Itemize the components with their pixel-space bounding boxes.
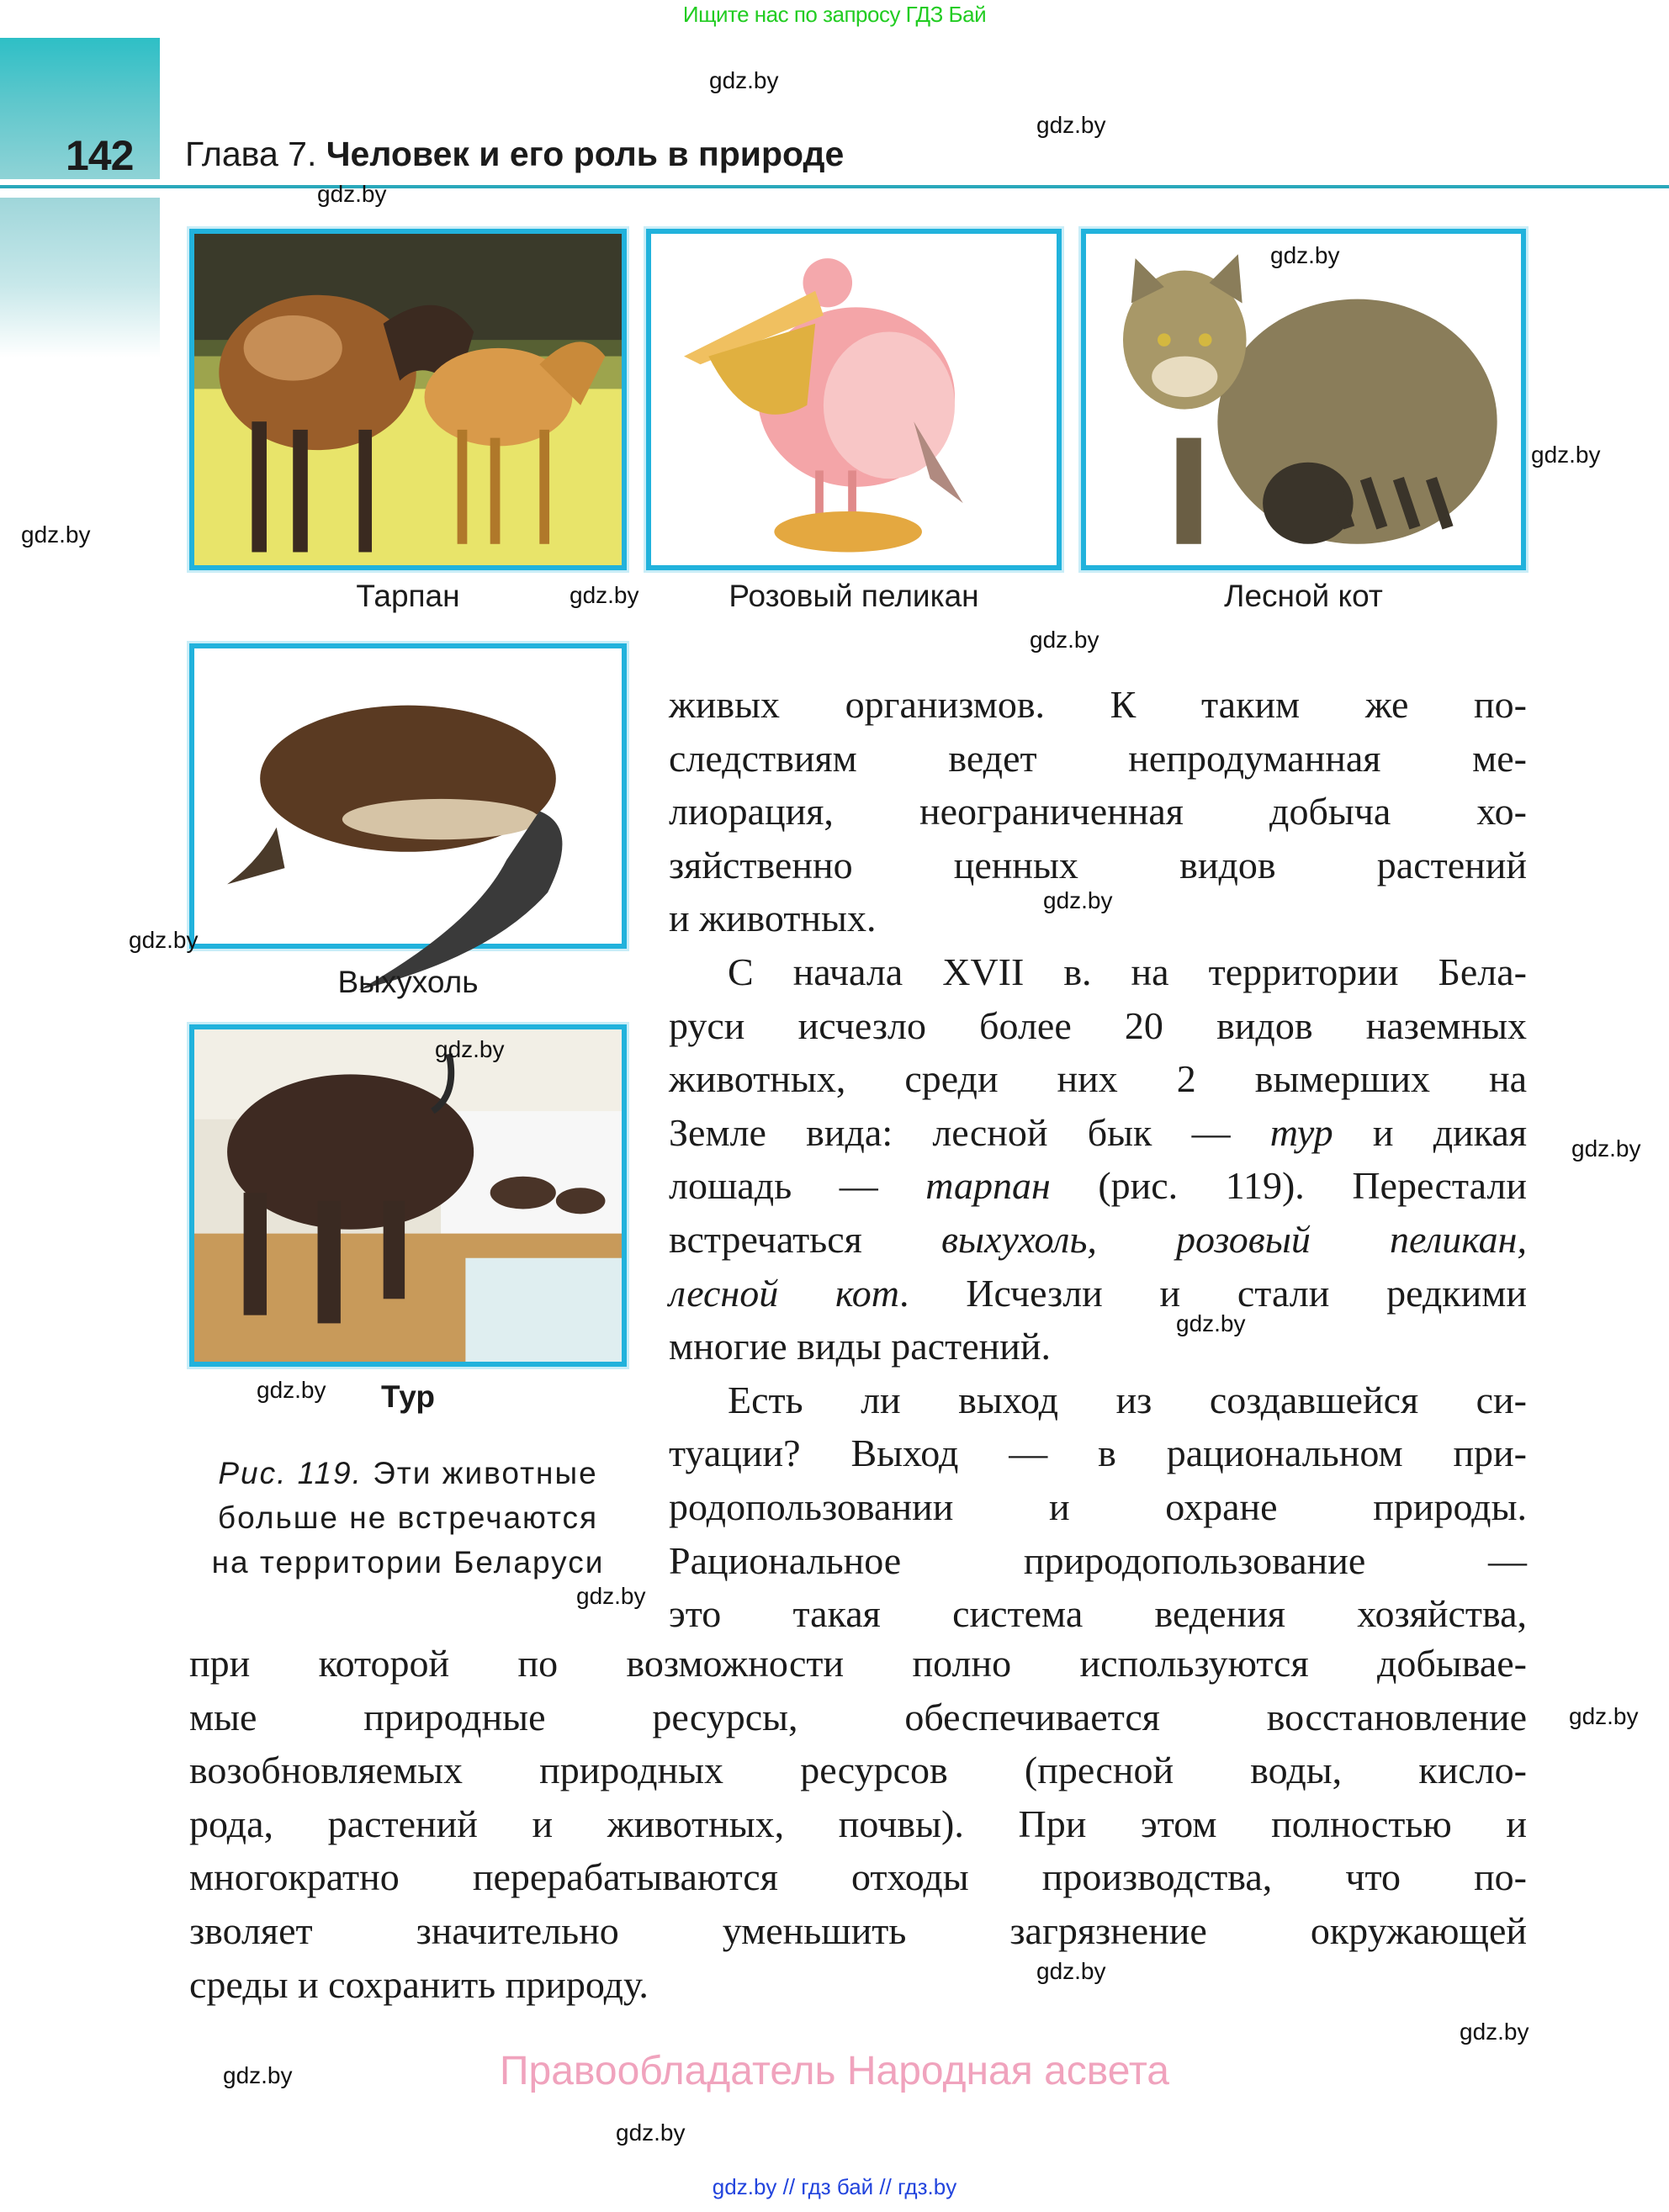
- pelican-caption: Розовый пеликан: [729, 579, 979, 613]
- watermark: gdz.by: [1531, 442, 1601, 468]
- search-banner: Ищите нас по запросу ГДЗ Бай: [682, 2, 987, 27]
- figure-label: Рис. 119.: [218, 1456, 363, 1490]
- term-wildcat: лесной кот: [669, 1271, 899, 1315]
- watermark: gdz.by: [616, 2119, 686, 2146]
- wildcat-caption: Лесной кот: [1224, 579, 1383, 613]
- desman-image: [194, 648, 622, 944]
- pelican-figure: [646, 229, 1062, 570]
- text-line: следствиям ведет непродуманная ме-: [669, 736, 1527, 780]
- page-number: 142: [66, 132, 134, 179]
- watermark: gdz.by: [1569, 1703, 1639, 1729]
- text-line: С начала XVII в. на территории Бела-: [728, 950, 1527, 993]
- text-line: Есть ли выход из создавшейся си-: [728, 1378, 1527, 1421]
- text-line: при которой по возможности полно используются добывае-: [189, 1642, 1527, 1685]
- text-line: возобновляемых природных ресурсов (пресной воды, кисло-: [189, 1749, 1527, 1792]
- watermark: gdz.by: [21, 521, 91, 548]
- text-line: зяйственно ценных видов растений: [669, 843, 1527, 886]
- horse-image: [194, 234, 622, 565]
- footer-links[interactable]: gdz.by // гдз бай // гдз.by: [712, 2174, 957, 2199]
- figure-caption-line-2: больше не встречаются: [217, 1500, 599, 1535]
- term-tur: тур: [1269, 1110, 1333, 1154]
- text-line: Земле вида: лесной бык — тур и дикая: [669, 1110, 1527, 1154]
- text-line: зволяет значительно уменьшить загрязнение окружающей: [189, 1908, 1527, 1952]
- body-text-column: [669, 678, 1527, 1641]
- text-line: Рациональное природопользование —: [669, 1538, 1527, 1582]
- text-line: лиорация, неограниченная добыча хо-: [669, 790, 1527, 833]
- text-line: рода, растений и животных, почвы). При этом полностью и: [189, 1802, 1527, 1845]
- desman-figure: [189, 643, 627, 949]
- text-line: среды и сохранить природу.: [189, 1962, 649, 2006]
- text-line: многократно перерабатываются отходы производства, что по-: [189, 1855, 1527, 1899]
- figure-caption-line-3: на территории Беларуси: [211, 1545, 605, 1580]
- watermark: gdz.by: [1571, 1135, 1641, 1162]
- text-line: туации? Выход — в рациональном при-: [669, 1431, 1527, 1475]
- text-line: живых организмов. К таким же по-: [669, 683, 1527, 726]
- watermark: gdz.by: [129, 927, 199, 953]
- text-line: встречаться выхухоль, розовый пеликан,: [669, 1217, 1527, 1261]
- text-line: родопользовании и охране природы.: [669, 1484, 1527, 1528]
- watermark: gdz.by: [1043, 887, 1113, 913]
- chapter-title: [185, 135, 844, 174]
- watermark: gdz.by: [570, 582, 639, 608]
- text-line: руси исчезло более 20 видов наземных: [669, 1003, 1527, 1047]
- aurochs-image: [194, 1029, 622, 1362]
- tarpan-figure: [189, 229, 627, 570]
- body-text-full: [189, 1637, 1527, 2011]
- copyright-notice: Правообладатель Народная асвета: [500, 2049, 1169, 2093]
- text-line: животных, среди них 2 вымерших на: [669, 1057, 1527, 1101]
- chapter-prefix: Глава 7.: [185, 135, 317, 173]
- desman-caption: Выхухоль: [337, 965, 479, 999]
- wildcat-image: [1086, 234, 1521, 565]
- figure-caption: [189, 1451, 627, 1585]
- term-desman-pelican: выхухоль, розовый пеликан,: [940, 1217, 1527, 1261]
- chapter-name: Человек и его роль в природе: [326, 135, 845, 173]
- watermark: gdz.by: [317, 181, 387, 207]
- pelican-image: [651, 234, 1057, 565]
- text-line: и животных.: [669, 897, 877, 940]
- term-tarpan: тарпан: [925, 1164, 1051, 1208]
- text-line: мые природные ресурсы, обеспечивается восстановление: [189, 1695, 1527, 1738]
- tarpan-caption: Тарпан: [356, 579, 460, 613]
- figure-caption-line-1: Рис. 119. Эти животные: [218, 1456, 598, 1490]
- watermark: gdz.by: [435, 1036, 505, 1062]
- text-line: многие виды растений.: [669, 1325, 1051, 1368]
- watermark: gdz.by: [709, 67, 779, 93]
- aurochs-figure: [189, 1024, 627, 1367]
- watermark: gdz.by: [1460, 2019, 1529, 2045]
- text-line: лесной кот. Исчезли и стали редкими: [669, 1271, 1527, 1315]
- header-divider: [0, 185, 1669, 188]
- watermark: gdz.by: [1030, 627, 1099, 653]
- side-gradient-tab: [0, 198, 160, 357]
- text-line: это такая система ведения хозяйства,: [669, 1592, 1527, 1636]
- watermark: gdz.by: [1036, 112, 1106, 138]
- watermark: gdz.by: [1176, 1310, 1246, 1336]
- aurochs-caption: Тур: [381, 1379, 435, 1414]
- watermark: gdz.by: [257, 1377, 326, 1403]
- text-line: лошадь — тарпан (рис. 119). Перестали: [669, 1164, 1527, 1208]
- watermark: gdz.by: [223, 2062, 293, 2088]
- wildcat-figure: [1081, 229, 1526, 570]
- watermark: gdz.by: [1036, 1958, 1106, 1984]
- watermark: gdz.by: [1270, 242, 1340, 268]
- watermark: gdz.by: [576, 1583, 646, 1609]
